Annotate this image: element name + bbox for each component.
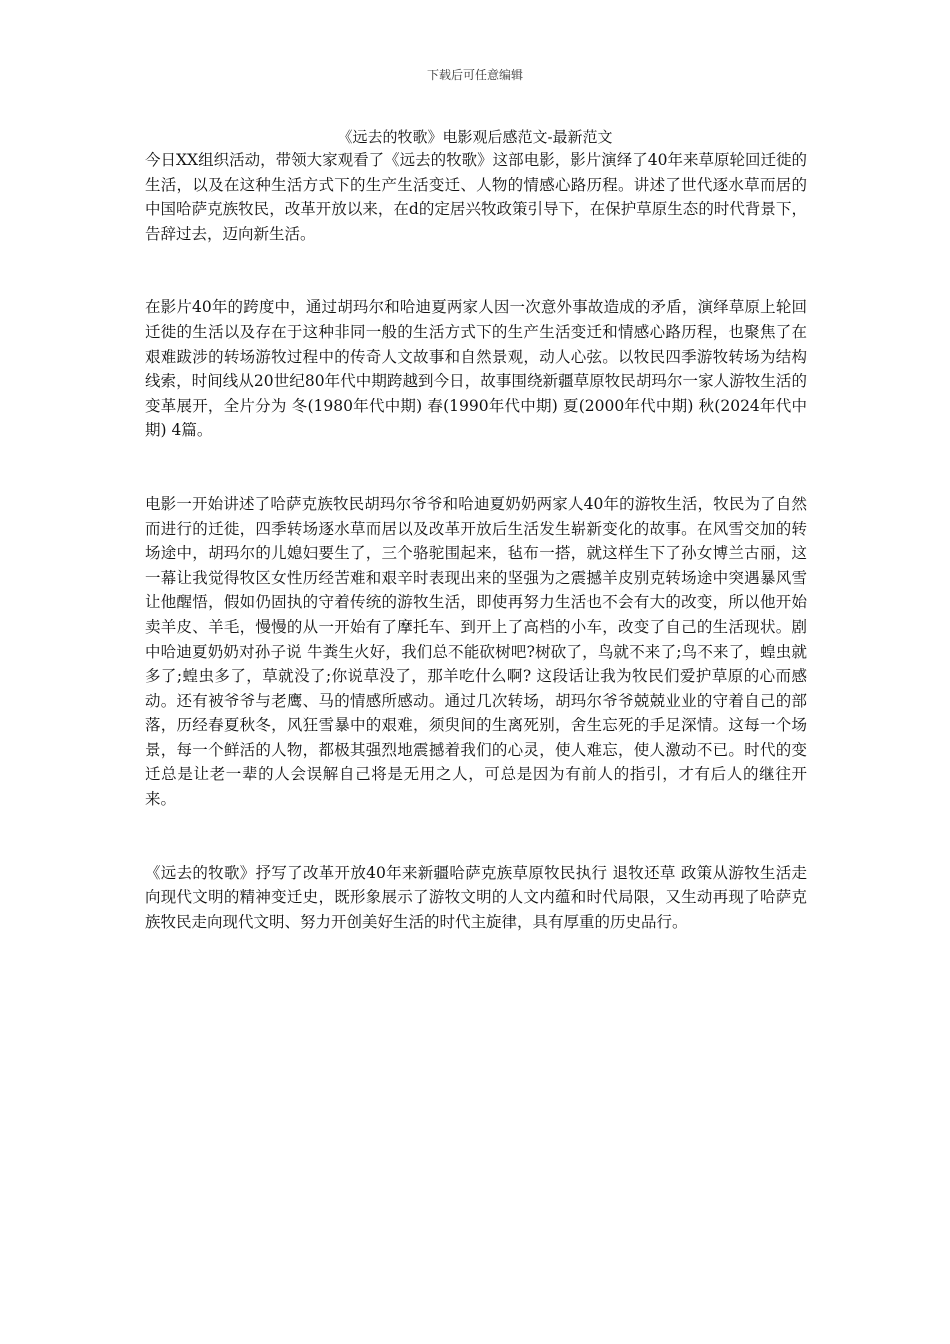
paragraph-4: 《远去的牧歌》抒写了改革开放40年来新疆哈萨克族草原牧民执行 退牧还草 政策从游牧生活走向现代文明的精神变迁史，既形象展示了游牧文明的人文内蕴和时代局限，又生动再现了哈萨克族牧民走向现代文明、努力开创美好生活的时代主旋律，具有厚重的历史品行。 bbox=[145, 863, 807, 931]
paragraph-3: 电影一开始讲述了哈萨克族牧民胡玛尔爷爷和哈迪夏奶奶两家人40年的游牧生活，牧民为了自然而进行的迁徙，四季转场逐水草而居以及改革开放后生活发生崭新变化的故事。在风雪交加的转场途中，胡玛尔的儿媳妇要生了，三个骆驼围起来，毡布一搭，就这样生下了孙女博兰古丽，这一幕让我觉得牧区女性历经苦难和艰辛时表现出来的坚强为之震撼羊皮别克转场途中突遇暴风雪让他醒悟，假如仍固执的守着传统的游牧生活，即使再努力生活也不会有大的改变，所以他开始卖羊皮、羊毛，慢慢的从一开始有了摩托车、到开上了高档的小车，改变了自己的生活现状。剧中哈迪夏奶奶对孙子说 牛粪生火好，我们总不能砍树吧?树砍了，鸟就不来了;鸟不来了，蝗虫就多了;蝗虫多了，草就没了;你说草没了，那羊吃什么啊? 这段话让我为牧民们爱护草原的心而感动。还有被爷爷与老鹰、马的情感所感动。通过几次转场，胡玛尔爷爷兢兢业业的守着自己的部落，历经春夏秋冬，风狂雪暴中的艰难，须臾间的生离死别，舍生忘死的手足深情。这每一个场景，每一个鲜活的人物，都极其强烈地震撼着我们的心灵，使人难忘，使人激动不已。时代的变迁总是让老一辈的人会误解自己将是无用之人，可总是因为有前人的指引，才有后人的继往开来。 bbox=[145, 494, 807, 809]
paragraph-1: 今日XX组织活动，带领大家观看了《远去的牧歌》这部电影，影片演绎了40年来草原轮回迁徙的生活，以及在这种生活方式下的生产生活变迁、人物的情感心路历程。讲述了世代逐水草而居的中国哈萨克族牧民，改革开放以来，在d的定居兴牧政策引导下，在保护草原生态的时代背景下，告辞过去，迈向新生活。 bbox=[145, 151, 807, 243]
paragraph-gap bbox=[145, 812, 807, 861]
page-header-note: 下载后可任意编辑 bbox=[426, 68, 523, 82]
document-body bbox=[145, 148, 807, 934]
document-title: 《远去的牧歌》电影观后感范文-最新范文 bbox=[337, 128, 613, 146]
paragraph-2: 在影片40年的跨度中，通过胡玛尔和哈迪夏两家人因一次意外事故造成的矛盾，演绎草原上轮回迁徙的生活以及存在于这种非同一般的生活方式下的生产生活变迁和情感心路历程，也聚焦了在艰难跋涉的转场游牧过程中的传奇人文故事和自然景观，动人心弦。以牧民四季游牧转场为结构线索，时间线从20世纪80年代中期跨越到今日，故事围绕新疆草原牧民胡玛尔一家人游牧生活的变革展开，全片分为 冬(1980年代中期) 春(1990年代中期) 夏(2000年代中期) 秋(2024年代中期) 4篇。 bbox=[145, 298, 807, 440]
paragraph-gap bbox=[145, 246, 807, 295]
paragraph-gap bbox=[145, 443, 807, 492]
